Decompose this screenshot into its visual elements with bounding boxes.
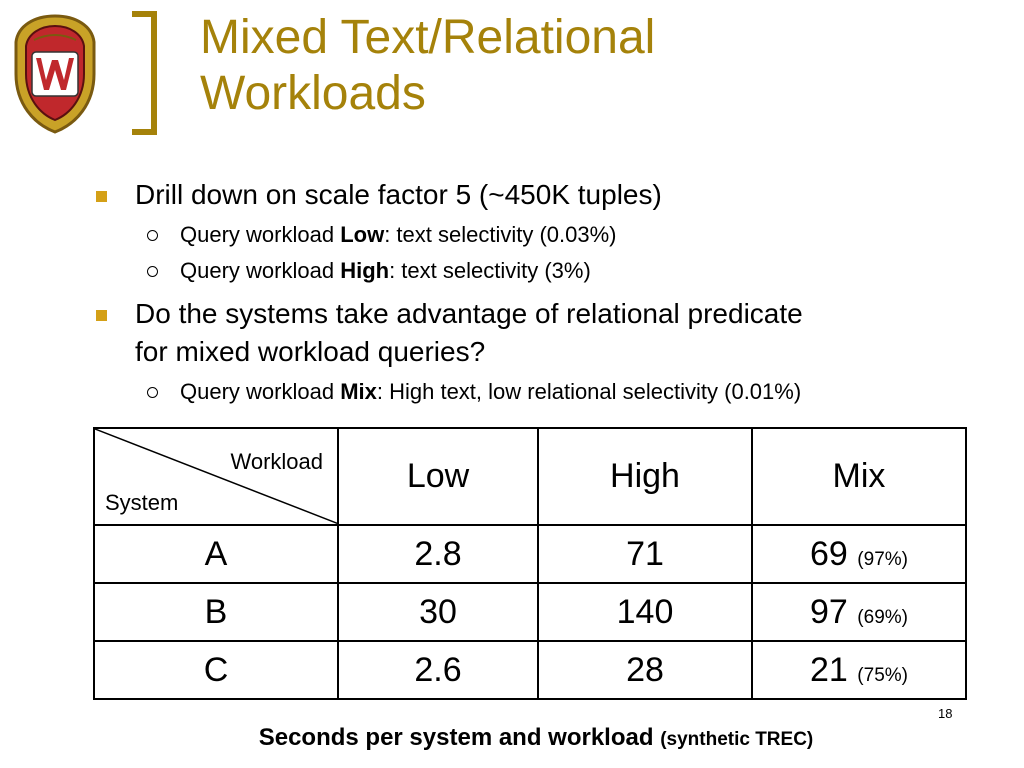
- mix-percent: (69%): [857, 606, 908, 628]
- table-corner-cell: [94, 428, 338, 525]
- column-header-mix: Mix: [752, 428, 966, 525]
- column-header-low: Low: [338, 428, 538, 525]
- system-cell: C: [94, 641, 338, 699]
- high-cell: 71: [538, 525, 752, 583]
- sub-bullet-low: Query workload Low: text selectivity (0.03%): [180, 222, 617, 247]
- mix-cell: 21 (75%): [752, 641, 966, 699]
- low-cell: 2.8: [338, 525, 538, 583]
- page-number: 18: [938, 706, 953, 721]
- table-header-row: [94, 428, 966, 525]
- university-crest-icon: [14, 12, 96, 136]
- sub-bullet-ring-icon: [147, 230, 158, 241]
- slide-title: [200, 10, 1000, 122]
- high-cell: 140: [538, 583, 752, 641]
- bullet-square-icon: [96, 310, 107, 321]
- sub-bullet-ring-icon: [147, 266, 158, 277]
- caption-small: (synthetic TREC): [660, 729, 814, 750]
- table-row: [94, 641, 966, 699]
- mix-percent: (97%): [857, 548, 908, 570]
- corner-system-label: System: [105, 490, 179, 515]
- sub-bullet-high: Query workload High: text selectivity (3%): [180, 258, 591, 283]
- mix-cell: 69 (97%): [752, 525, 966, 583]
- title-bracket-icon: [126, 8, 162, 138]
- mix-percent: (75%): [857, 664, 908, 686]
- corner-workload-label: Workload: [230, 449, 323, 474]
- table-row: [94, 583, 966, 641]
- column-header-high: High: [538, 428, 752, 525]
- low-cell: 2.6: [338, 641, 538, 699]
- title-line-2: Workloads: [200, 67, 426, 120]
- caption-main: Seconds per system and workload: [258, 724, 654, 751]
- table-caption: [0, 724, 1024, 752]
- sub-bullet-ring-icon: [147, 387, 158, 398]
- bullet-text: Drill down on scale factor 5 (~450K tuples): [135, 179, 662, 210]
- bullet-square-icon: [96, 191, 107, 202]
- low-cell: 30: [338, 583, 538, 641]
- bullet-text: Do the systems take advantage of relational predicate: [135, 298, 803, 329]
- table-row: [94, 525, 966, 583]
- results-table: [93, 427, 967, 700]
- system-cell: B: [94, 583, 338, 641]
- mix-cell: 97 (69%): [752, 583, 966, 641]
- title-line-1: Mixed Text/Relational: [200, 11, 656, 64]
- high-cell: 28: [538, 641, 752, 699]
- system-cell: A: [94, 525, 338, 583]
- sub-bullet-mix: Query workload Mix: High text, low relational selectivity (0.01%): [180, 379, 802, 404]
- bullet-text-continued: for mixed workload queries?: [135, 336, 486, 367]
